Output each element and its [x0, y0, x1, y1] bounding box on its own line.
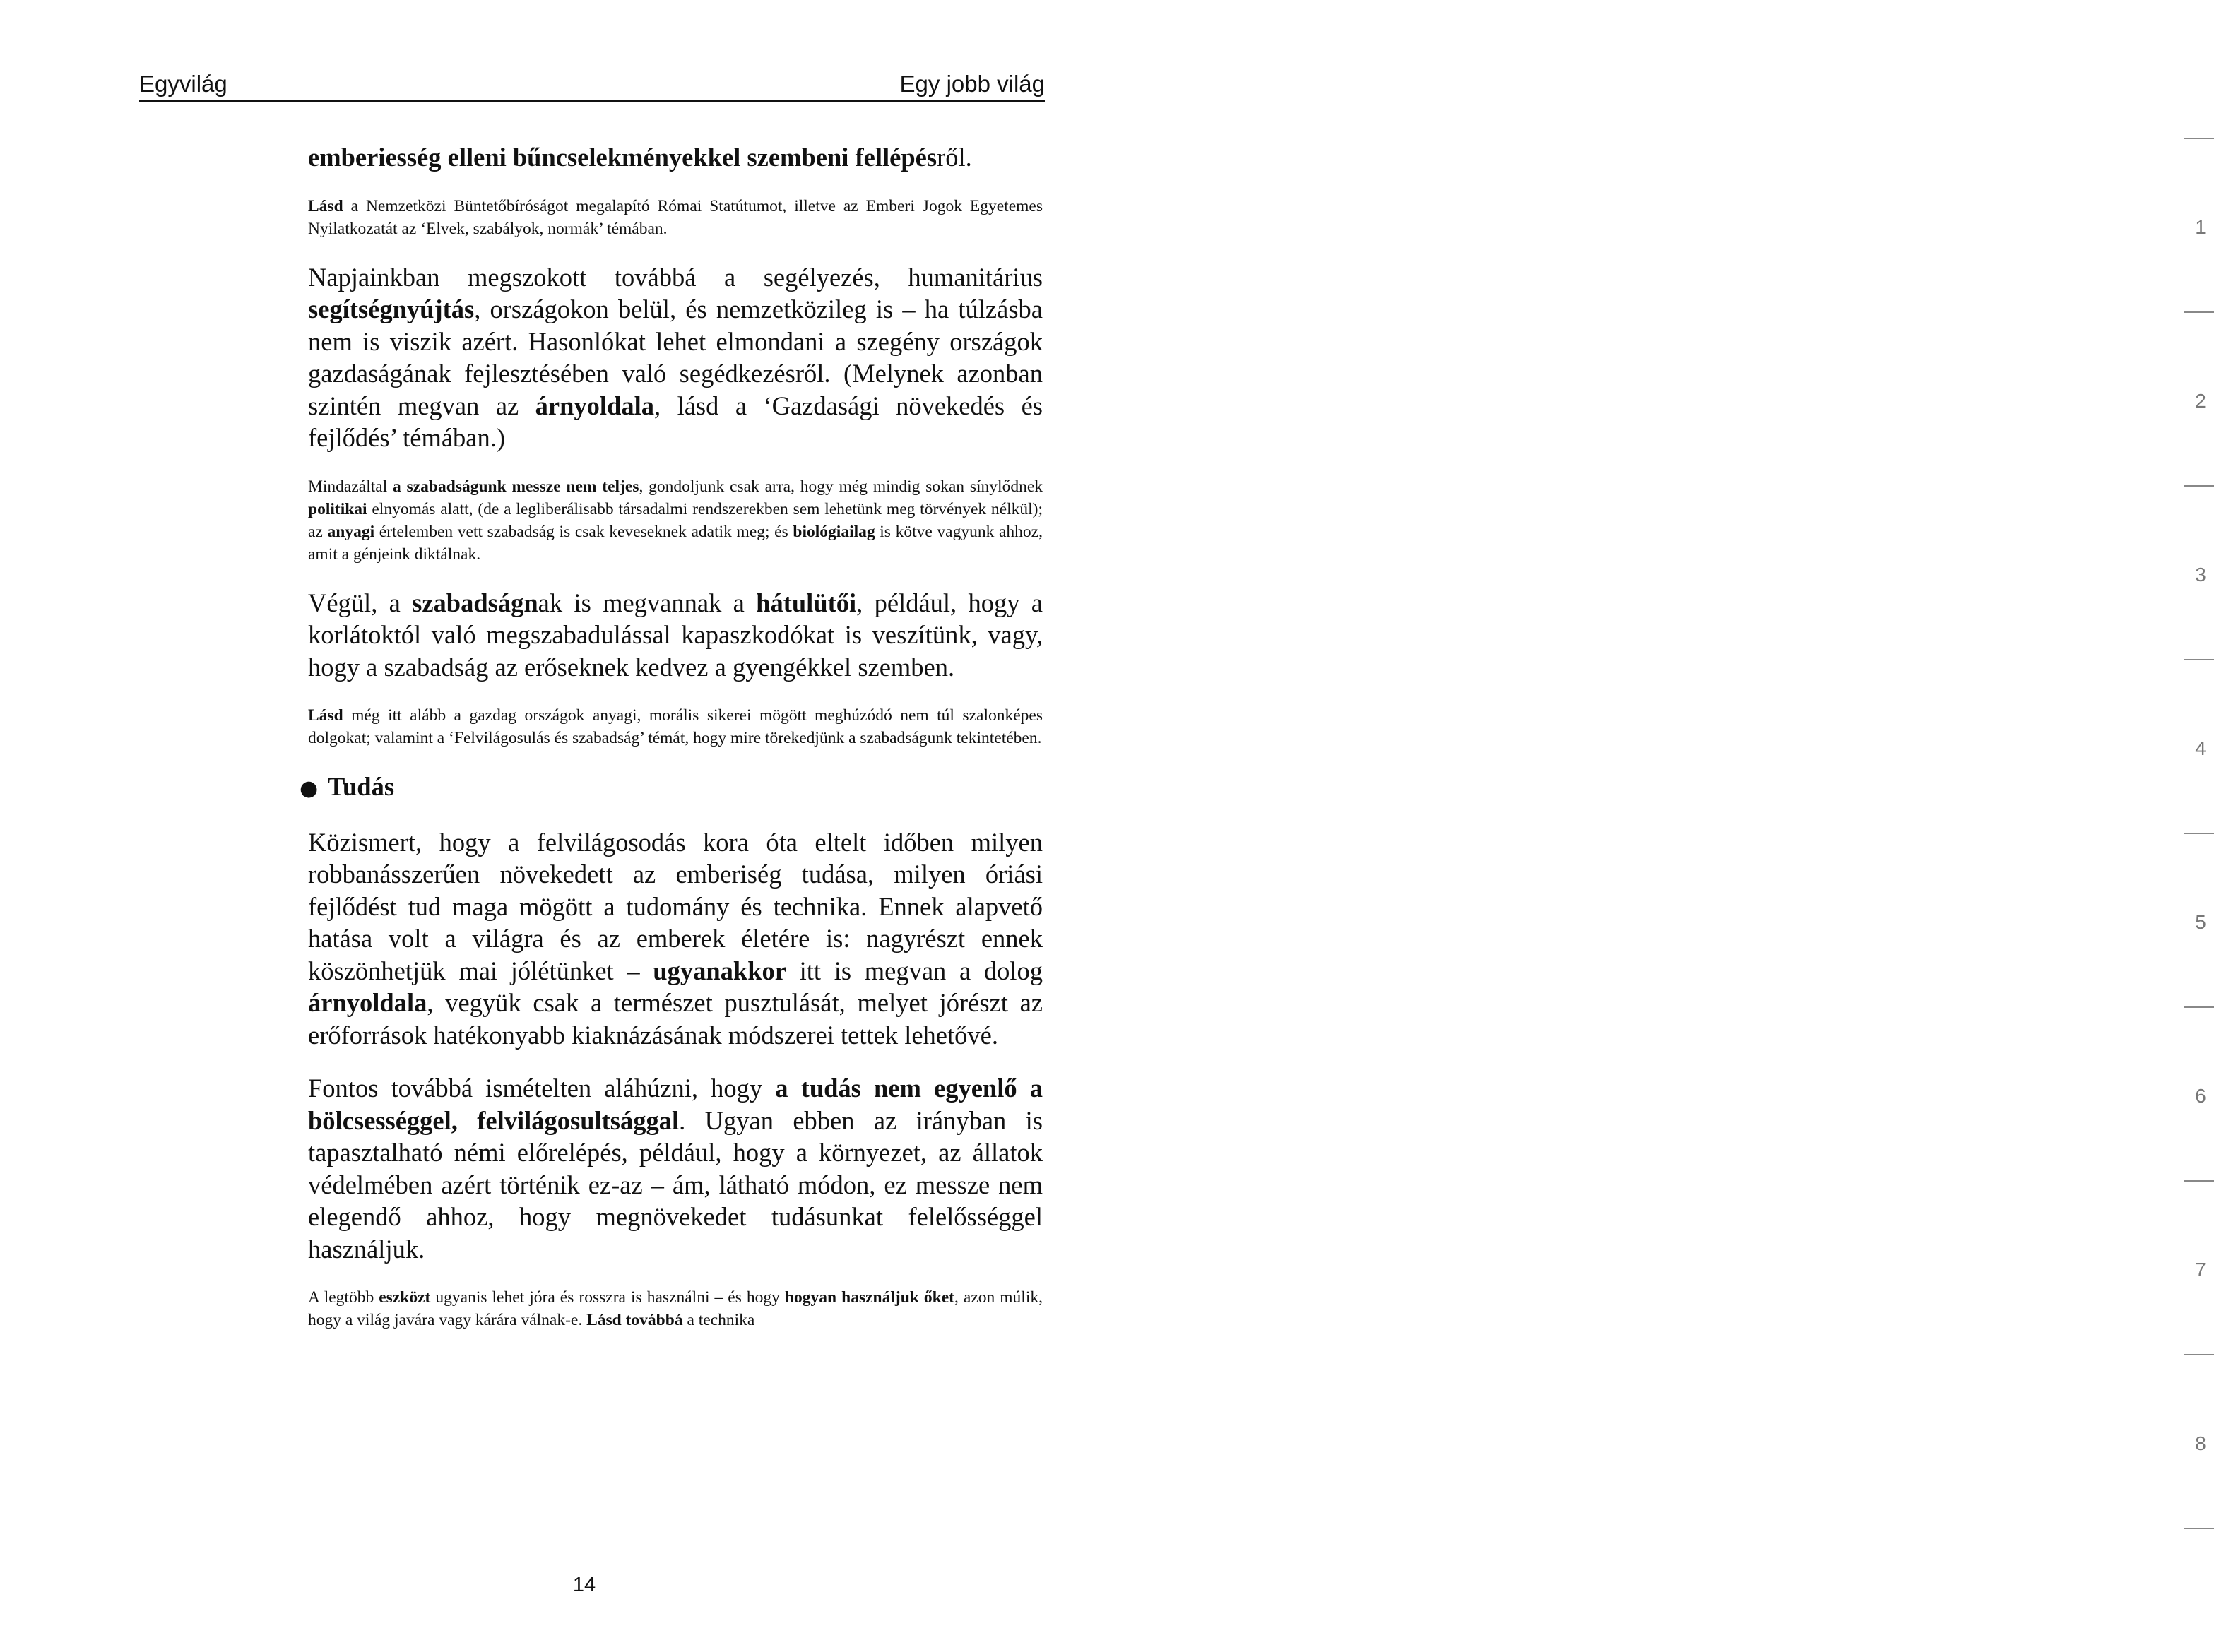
note-paragraph — [308, 195, 1043, 240]
page-number: 14 — [572, 1574, 596, 1596]
margin-number: 1 — [2195, 216, 2206, 238]
text-run: ugyanis lehet jóra és rosszra is használni – és hogy — [430, 1288, 785, 1307]
bold-text-run: árnyoldala — [308, 988, 427, 1017]
text-run: , azon múlik, hogy a világ javára vagy kárára válnak-e. — [308, 1288, 1043, 1329]
header-right-title: Egy jobb világ — [899, 71, 1045, 97]
note-paragraph — [308, 475, 1043, 566]
margin-tick — [2184, 659, 2214, 660]
bold-text-run: Lásd — [308, 706, 343, 725]
header-left-title: Egyvilág — [139, 71, 227, 97]
page-body — [300, 141, 1043, 1331]
bold-text-run: hátulütői — [756, 588, 857, 617]
text-run: ről. — [937, 143, 972, 172]
margin-number: 2 — [2195, 390, 2206, 412]
bold-text-run: a tudás nem egyenlő a bölcsességgel, felvilágosultsággal — [308, 1074, 1043, 1135]
text-run: még itt alább a gazdag országok anyagi, morális sikerei mögött meghúzódó nem túl szalonképes dolgokat; valamint a ‘Felvilágosulás és szabadság’ témát, hogy mire törekedjünk a szabadságunk tekintetében. — [308, 706, 1043, 747]
text-run: Végül, a — [308, 588, 413, 617]
margin-tick — [2184, 485, 2214, 487]
text-run: itt is megvan a dolog — [786, 956, 1043, 985]
margin-number: 4 — [2195, 737, 2206, 759]
bold-text-run: politikai — [308, 499, 367, 518]
margin-tick — [2184, 138, 2214, 139]
text-run: . Ugyan ebben az irányban is tapasztalható némi előrelépés, például, hogy a környezet, az állatok védelmében azért történik ez-az – ám, látható módon, ez messze nem elegendő ahhoz, hogy megnövekedet tudásunkat felelősséggel használjuk. — [308, 1105, 1043, 1264]
bullet-icon: ● — [300, 776, 319, 801]
section-heading-text: Tudás — [328, 772, 395, 801]
margin-tick — [2184, 1180, 2214, 1182]
text-run: A legtöbb — [308, 1288, 379, 1307]
text-run: , országokon belül, és nemzetközileg is – ha túlzásba nem is viszik azért. Hasonlókat lehet elmondani a szegény országok gazdaságának fejlesztésében való segédkezésről. (Melynek azonban szintén megvan az — [308, 295, 1043, 420]
text-run: a Nemzetközi Büntetőbíróságot megalapító Római Statútumot, illetve az Emberi Jogok Egyetemes Nyilatkozatát az ‘Elvek, szabályok, normák’ témában. — [308, 196, 1043, 238]
margin-number: 8 — [2195, 1432, 2206, 1454]
bold-text-run: Lásd — [308, 196, 343, 215]
text-run: , gondoljunk csak arra, hogy még mindig sokan sínylődnek — [639, 477, 1043, 496]
bold-text-run: biológiailag — [793, 522, 875, 541]
margin-tick — [2184, 1528, 2214, 1529]
paragraph — [308, 1072, 1043, 1265]
margin-number: 7 — [2195, 1259, 2206, 1280]
text-run: értelemben vett szabadság is csak keveseknek adatik meg; és — [374, 522, 793, 541]
margin-number: 3 — [2195, 564, 2206, 586]
text-run: , például, hogy a korlátoktól való megszabadulással kapaszkodókat is veszítünk, vagy, hogy a szabadság az erőseknek kedvez a gyengékkel szemben. — [308, 588, 1043, 682]
text-run: Mindazáltal — [308, 477, 393, 496]
margin-number: 5 — [2195, 911, 2206, 933]
text-run: , vegyük csak a természet pusztulását, melyet jórészt az erőforrások hatékonyabb kiaknázásának módszerei tettek lehetővé. — [308, 988, 1043, 1050]
bold-text-run: ugyanakkor — [653, 956, 786, 985]
text-run: Napjainkban megszokott továbbá a segélyezés, humanitárius — [308, 262, 1043, 292]
text-run: Fontos továbbá ismételten aláhúzni, hogy — [308, 1074, 776, 1103]
bold-text-run: árnyoldala — [535, 391, 655, 420]
text-run: is kötve vagyunk ahhoz, amit a génjeink diktálnak. — [308, 522, 1043, 564]
bold-text-run: Lásd továbbá — [586, 1311, 683, 1329]
margin-tick — [2184, 1006, 2214, 1008]
text-run: , lásd a ‘Gazdasági növekedés és fejlődés’ témában.) — [308, 391, 1043, 452]
bold-text-run: segítségnyújtás — [308, 295, 475, 323]
bold-text-run: eszközt — [379, 1288, 431, 1307]
running-header — [139, 71, 1045, 102]
text-run: ak is megvannak a — [538, 588, 757, 617]
bold-text-run: emberiesség elleni bűncselekményekkel szembeni fellépés — [308, 143, 937, 172]
note-paragraph — [308, 1286, 1043, 1331]
bold-text-run: anyagi — [327, 522, 375, 541]
paragraph — [308, 826, 1043, 1052]
paragraph — [308, 587, 1043, 684]
margin-tick — [2184, 1354, 2214, 1355]
text-run: elnyomás alatt, (de a legliberálisabb társadalmi rendszerekben sem lehetünk meg törvények nélkül); az — [308, 499, 1043, 541]
margin-number: 6 — [2195, 1085, 2206, 1107]
bold-text-run: a szabadságunk messze nem teljes — [393, 477, 639, 496]
paragraph — [308, 261, 1043, 454]
note-paragraph — [308, 704, 1043, 749]
section-heading — [300, 771, 1043, 805]
bold-text-run: szabadságn — [412, 588, 538, 617]
margin-tick — [2184, 833, 2214, 834]
text-run: Közismert, hogy a felvilágosodás kora óta eltelt időben milyen robbanásszerűen növekedett az emberiség tudása, milyen óriási fejlődést tud maga mögött a tudomány és technika. Ennek alapvető hatása volt a világra és az emberek életére is: nagyrészt ennek köszönhetjük mai jólétünket – — [308, 827, 1043, 985]
margin-tick — [2184, 311, 2214, 313]
text-run: a technika — [682, 1311, 755, 1329]
paragraph — [308, 141, 1043, 174]
bold-text-run: hogyan használjuk őket — [784, 1288, 954, 1307]
